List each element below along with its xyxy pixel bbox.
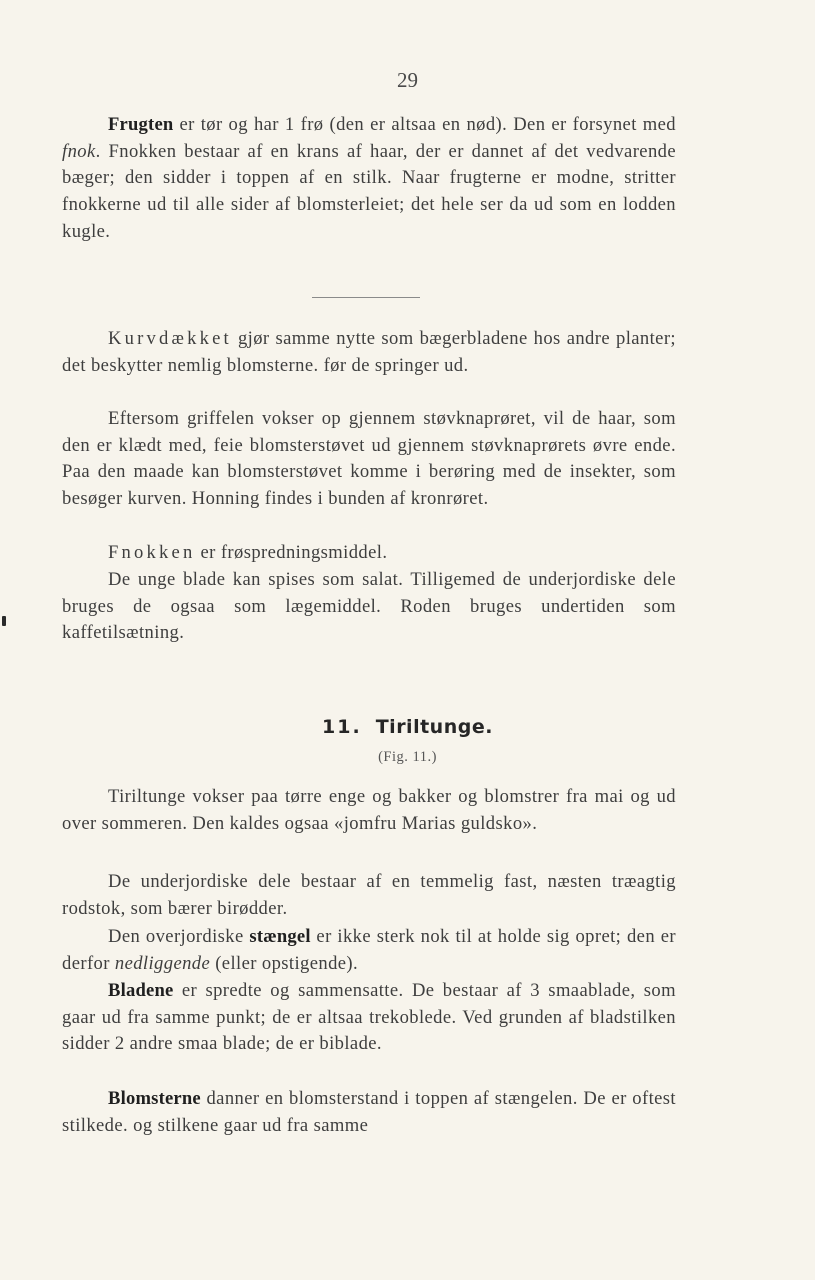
figure-reference: (Fig. 11.) [378, 749, 437, 765]
paragraph-kurvdaekket: Kurvdækket gjør samme nytte som bægerbladene hos andre planter; det beskytter nemlig blomsterne. før de springer ud. [62, 328, 676, 376]
page-number: 29 [397, 68, 418, 92]
term-frugten: Frugten [108, 114, 174, 135]
paragraph-fnokken: Fnokken er frøspredningsmiddel. [108, 542, 388, 563]
term-bladene: Bladene [108, 980, 174, 1001]
paragraph-griffelen: Eftersom griffelen vokser op gjennem støvknaprøret, vil de haar, som den er klædt med, feie blomsterstøvet ud gjennem støvknaprørets øvre ende. Paa den maade kan blomsterstøvet komme i berøring med de insekter, som besøger kurven. Honning findes i bunden af kronrøret. [62, 408, 676, 510]
italic-fnok: fnok [62, 140, 96, 162]
section-divider [312, 297, 420, 298]
paragraph-underjordiske: De underjordiske dele bestaar af en temmelig fast, næsten træagtig rodstok, som bærer birødder. [62, 871, 676, 919]
term-blomsterne: Blomsterne [108, 1088, 201, 1109]
section-number: 11. [322, 716, 362, 738]
paragraph-unge-blade: De unge blade kan spises som salat. Tilligemed de underjordiske dele bruges de ogsaa som lægemiddel. Roden bruges undertiden som kaffetilsætning. [62, 569, 676, 644]
paragraph-frugten: Frugten er tør og har 1 frø (den er altsaa en nød). Den er forsynet med fnok. Fnokken bestaar af en krans af haar, der er dannet af det vedvarende bæger; den sidder i toppen af en stilk. Naar frugterne er modne, stritter fnokkerne ud til alle sider af blomsterleiet; det hele ser da ud som en lodden kugle. [62, 114, 676, 242]
paragraph-staengel: Den overjordiske stængel er ikke sterk nok til at holde sig opret; den er derfor nedliggende (eller opstigende). [62, 926, 676, 974]
term-fnokken: Fnokken [108, 542, 196, 563]
section-heading [0, 716, 815, 738]
margin-mark [2, 616, 6, 626]
paragraph-tiriltunge: Tiriltunge vokser paa tørre enge og bakker og blomstrer fra mai og ud over sommeren. Den kaldes ogsaa «jomfru Marias guldsko». [62, 786, 676, 834]
paragraph-blomsterne: Blomsterne danner en blomsterstand i toppen af stængelen. De er oftest stilkede. og stilkene gaar ud fra samme [62, 1088, 676, 1136]
term-staengel: stængel [249, 926, 311, 947]
paragraph-bladene: Bladene er spredte og sammensatte. De bestaar af 3 smaablade, som gaar ud fra samme punkt; de er altsaa trekoblede. Ved grunden af bladstilken sidder 2 andre smaa blade; de er biblade. [62, 980, 676, 1055]
section-title: Tiriltunge. [375, 716, 493, 738]
term-kurvdaekket: Kurvdækket [108, 328, 232, 349]
italic-nedliggende: nedliggende [114, 952, 211, 974]
